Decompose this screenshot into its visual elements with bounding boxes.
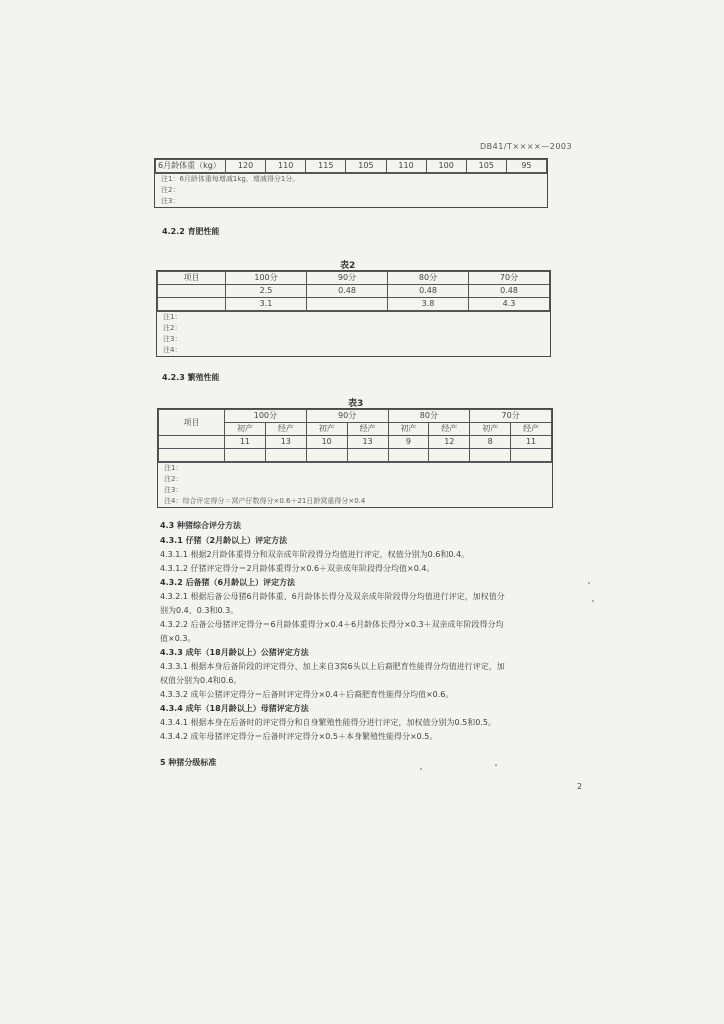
scan-speck bbox=[588, 582, 590, 584]
body-text: 4.3.2.1 根据后备公母猪6月龄体重、6月龄体长得分及双亲成年阶段得分均值进行评定，加权值分 bbox=[160, 592, 505, 601]
table-header-cell: 项目 bbox=[158, 272, 226, 285]
table-cell bbox=[347, 449, 388, 462]
scan-speck bbox=[420, 768, 422, 770]
body-text: 4.3.3.1 根据本身后备阶段的评定得分、加上来自3窝6头以上后裔肥育性能得分均值进行评定，加 bbox=[160, 662, 505, 671]
table-header-cell: 经产 bbox=[429, 423, 470, 436]
table-2 bbox=[156, 270, 551, 357]
subsection-heading: 4.3.3 成年（18月龄以上）公猪评定方法 bbox=[160, 648, 309, 657]
table-note: 注1：6月龄体重每增减1kg，增减得分1分。 bbox=[161, 175, 300, 183]
body-text: 4.3.1.1 根据2月龄体重得分和双亲成年阶段得分均值进行评定，权值分别为0.6和0.4。 bbox=[160, 550, 470, 559]
table-cell: 0.48 bbox=[388, 285, 469, 298]
table-cell bbox=[265, 449, 306, 462]
table-note: 注2： bbox=[161, 186, 180, 194]
table-2-caption: 表2 bbox=[340, 261, 356, 271]
table-cell bbox=[158, 285, 226, 298]
table-3-grade-row bbox=[159, 410, 552, 423]
subsection-heading: 4.3.2 后备猪（6月龄以上）评定方法 bbox=[160, 578, 296, 587]
table-row bbox=[159, 436, 552, 449]
table-header-cell: 80分 bbox=[388, 272, 469, 285]
body-text: 4.3.2.2 后备公母猪评定得分＝6月龄体重得分×0.4＋6月龄体长得分×0.3＋双亲成年阶段得分均 bbox=[160, 620, 504, 629]
body-text: 4.3.4.2 成年母猪评定得分＝后备时评定得分×0.5＋本身繁殖性能得分×0.5。 bbox=[160, 732, 438, 741]
table-cell: 10 bbox=[306, 436, 347, 449]
table-note: 注2： bbox=[164, 475, 183, 483]
scan-speck bbox=[592, 600, 594, 602]
table-cell bbox=[225, 449, 266, 462]
section-heading-4-2-2: 4.2.2 育肥性能 bbox=[162, 227, 220, 236]
table-cell: 11 bbox=[511, 436, 552, 449]
body-text: 值×0.3。 bbox=[160, 634, 196, 643]
table-cell: 8 bbox=[470, 436, 511, 449]
table-cell: 9 bbox=[388, 436, 429, 449]
table-3-caption: 表3 bbox=[348, 399, 364, 409]
table-header-cell: 经产 bbox=[347, 423, 388, 436]
section-heading-4-3: 4.3 种猪综合评分方法 bbox=[160, 521, 241, 530]
table-note: 注3： bbox=[163, 335, 182, 343]
table-header-cell: 初产 bbox=[388, 423, 429, 436]
table-note: 注3： bbox=[161, 197, 180, 205]
table-cell: 3.1 bbox=[226, 298, 307, 311]
body-text: 4.3.1.2 仔猪评定得分＝2月龄体重得分×0.6＋双亲成年阶段得分均值×0.4。 bbox=[160, 564, 435, 573]
table-cell: 0.48 bbox=[307, 285, 388, 298]
table-header-cell: 100分 bbox=[225, 410, 307, 423]
body-text: 4.3.4.1 根据本身在后备时的评定得分和自身繁殖性能得分进行评定，加权值分别为0.5和0.5。 bbox=[160, 718, 496, 727]
table-cell bbox=[306, 449, 347, 462]
table-header-cell: 经产 bbox=[265, 423, 306, 436]
section-heading-5: 5 种猪分级标准 bbox=[160, 758, 217, 767]
table-cell: 0.48 bbox=[469, 285, 550, 298]
scan-speck bbox=[495, 764, 497, 766]
table-note: 注3： bbox=[164, 486, 183, 494]
table-cell: 12 bbox=[429, 436, 470, 449]
page-number: 2 bbox=[577, 782, 583, 791]
section-heading-4-2-3: 4.2.3 繁殖性能 bbox=[162, 373, 220, 382]
subsection-heading: 4.3.1 仔猪（2月龄以上）评定方法 bbox=[160, 536, 288, 545]
table-header-cell: 经产 bbox=[511, 423, 552, 436]
table-row bbox=[158, 285, 550, 298]
table-cell: 105 bbox=[346, 160, 386, 173]
body-text: 4.3.3.2 成年公猪评定得分＝后备时评定得分×0.4＋后裔肥育性能得分均值×0.6。 bbox=[160, 690, 454, 699]
table-note: 注1： bbox=[163, 313, 182, 321]
table-2-notes bbox=[157, 311, 550, 356]
table-cell bbox=[159, 449, 225, 462]
table-header-cell: 初产 bbox=[306, 423, 347, 436]
table-cell bbox=[159, 436, 225, 449]
table-cell: 6月龄体重（kg） bbox=[156, 160, 226, 173]
table-2-header-row bbox=[158, 272, 550, 285]
table-header-cell: 90分 bbox=[307, 272, 388, 285]
table-cell: 110 bbox=[266, 160, 306, 173]
table-cell: 4.3 bbox=[469, 298, 550, 311]
table-cell: 13 bbox=[265, 436, 306, 449]
table-header-cell: 70分 bbox=[469, 272, 550, 285]
table-cell: 105 bbox=[466, 160, 506, 173]
table-cell: 110 bbox=[386, 160, 426, 173]
table-note: 注4： bbox=[163, 346, 182, 354]
table-header-cell: 初产 bbox=[470, 423, 511, 436]
table-note: 注1： bbox=[164, 464, 183, 472]
table-header-cell: 初产 bbox=[225, 423, 266, 436]
table-note: 注4：综合评定得分＝窝产仔数得分×0.6＋21日龄窝重得分×0.4 bbox=[164, 497, 366, 505]
table-row bbox=[158, 298, 550, 311]
table-cell bbox=[429, 449, 470, 462]
table-cell: 95 bbox=[506, 160, 546, 173]
table-1-notes bbox=[155, 173, 547, 207]
table-cell: 11 bbox=[225, 436, 266, 449]
body-text: 别为0.4、0.3和0.3。 bbox=[160, 606, 239, 615]
subsection-heading: 4.3.4 成年（18月龄以上）母猪评定方法 bbox=[160, 704, 309, 713]
table-cell: 13 bbox=[347, 436, 388, 449]
table-3 bbox=[157, 408, 553, 508]
table-1-row bbox=[156, 160, 547, 173]
table-cell bbox=[511, 449, 552, 462]
table-cell bbox=[158, 298, 226, 311]
table-cell: 3.8 bbox=[388, 298, 469, 311]
table-header-cell: 项目 bbox=[159, 410, 225, 436]
standard-code: DB41/T××××—2003 bbox=[480, 142, 573, 151]
table-cell bbox=[470, 449, 511, 462]
table-3-notes bbox=[158, 462, 552, 507]
table-cell: 120 bbox=[226, 160, 266, 173]
table-header-cell: 80分 bbox=[388, 410, 470, 423]
body-text: 权值分别为0.4和0.6。 bbox=[160, 676, 242, 685]
table-cell bbox=[388, 449, 429, 462]
table-cell: 115 bbox=[306, 160, 346, 173]
table-cell: 100 bbox=[426, 160, 466, 173]
table-cell bbox=[307, 298, 388, 311]
table-header-cell: 70分 bbox=[470, 410, 552, 423]
table-cell: 2.5 bbox=[226, 285, 307, 298]
table-header-cell: 90分 bbox=[306, 410, 388, 423]
table-1 bbox=[154, 158, 548, 208]
table-row bbox=[159, 449, 552, 462]
table-note: 注2： bbox=[163, 324, 182, 332]
table-header-cell: 100分 bbox=[226, 272, 307, 285]
